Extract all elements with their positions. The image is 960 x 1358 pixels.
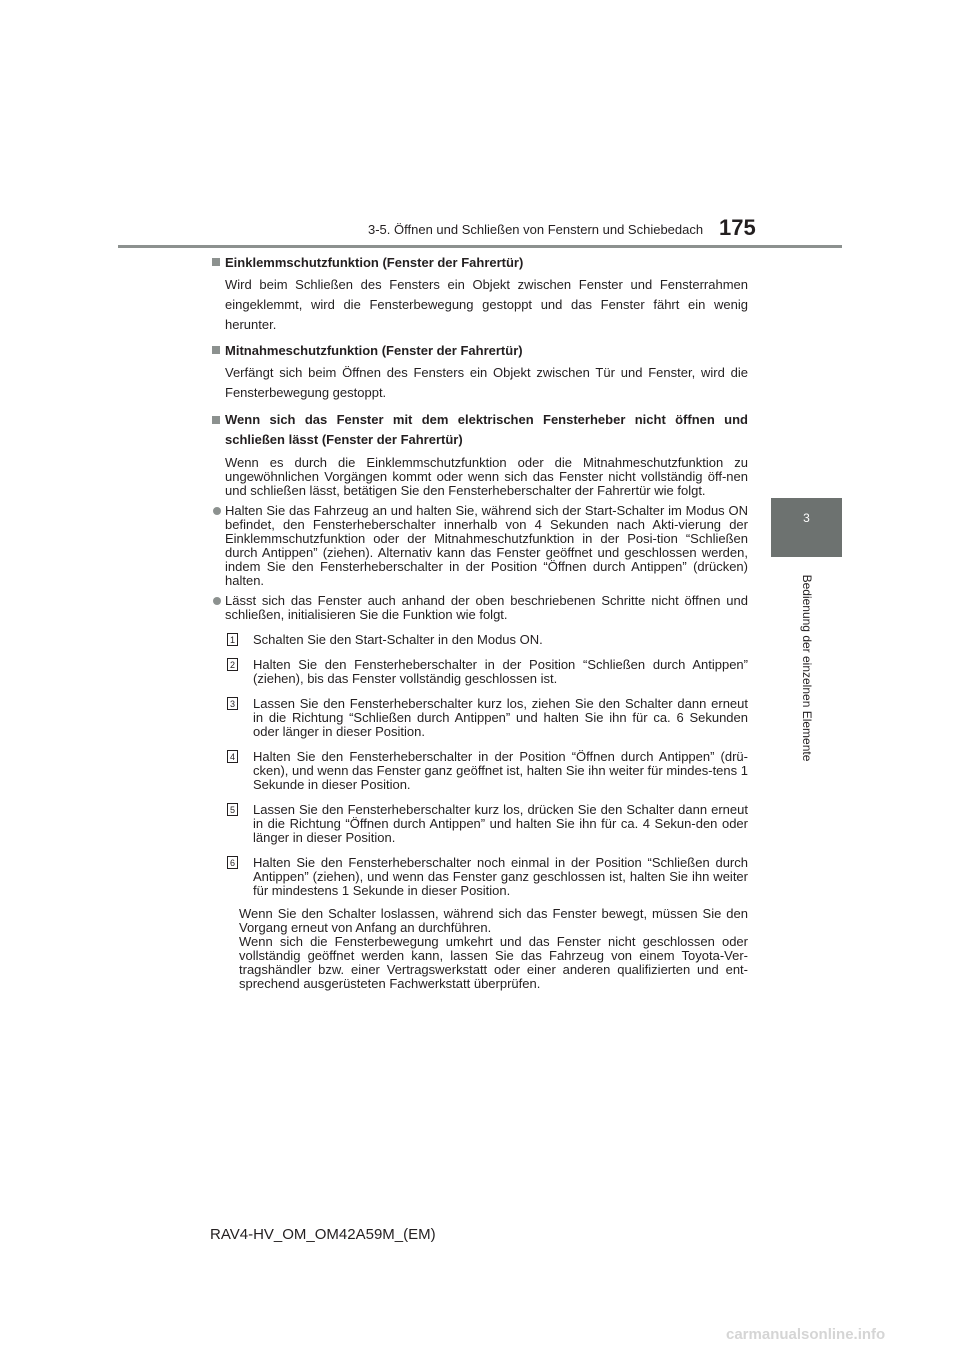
step-number-badge: 3 (227, 697, 238, 710)
step-number-badge: 5 (227, 803, 238, 816)
step-text: Halten Sie den Fensterheberschalter in der Position “Öffnen durch Antippen” (drü-cken), und wenn das Fenster ganz geöffnet ist, halten Sie ihn weiter für mindes-tens 1 Sekunde in dieser Position. (253, 749, 748, 792)
list-item (211, 504, 748, 588)
step-text: Lassen Sie den Fensterheberschalter kurz los, drücken Sie den Schalter dann erneut in die Richtung “Öffnen durch Antippen” und halten Sie ihn für ca. 4 Sekun-den oder länger in dieser Position. (253, 802, 748, 845)
section-mitnahmeschutz (211, 342, 748, 403)
list-item-text: Lässt sich das Fenster auch anhand der oben beschriebenen Schritte nicht öffnen und schließen, initialisieren Sie die Funktion wie folgt. (225, 593, 748, 622)
section-heading-text: Mitnahmeschutzfunktion (Fenster der Fahrertür) (225, 343, 523, 358)
list-item (211, 594, 748, 622)
step-text: Schalten Sie den Start-Schalter in den Modus ON. (253, 632, 543, 647)
list-item-text: Halten Sie das Fahrzeug an und halten Sie, während sich der Start-Schalter im Modus ON befindet, den Fensterheberschalter innerhalb von 4 Sekunden nach Akti-vierung der Einklemmschutzfunktion oder der Mitnahmeschutzfunktion in der Posi-tion “Schließen durch Antippen” (ziehen). Alternativ kann das Fenster geöffnet und geschlossen werden, indem Sie den Fensterheberschalter in der Position “Öffnen durch Antippen” (drücken) halten. (225, 503, 748, 588)
page-content (211, 254, 748, 998)
side-tab-label (771, 558, 842, 778)
step-item (211, 750, 748, 792)
section-text: Wird beim Schließen des Fensters ein Objekt zwischen Fenster und Fensterrahmen eingeklemmt, wird die Fensterbewegung gestoppt und das Fenster fährt ein wenig herunter. (225, 277, 748, 332)
side-tab-number: 3 (771, 498, 842, 557)
square-bullet-icon (212, 416, 220, 424)
section-text: Wenn es durch die Einklemmschutzfunktion oder die Mitnahmeschutzfunktion zu ungewöhnlichen Vorgängen kommt oder wenn sich das Fenster nicht vollständig öff-nen und schließen lässt, betätigen Sie den Fensterheberschalter der Fahrertür wie folgt. (225, 455, 748, 498)
step-number-badge: 1 (227, 633, 238, 646)
section-text: Verfängt sich beim Öffnen des Fensters ein Objekt zwischen Tür und Fenster, wird die Fensterbewegung gestoppt. (225, 365, 748, 400)
section-heading (211, 342, 748, 359)
step-item (211, 633, 748, 647)
side-tab-label-text: Bedienung der einzelnen Elemente (799, 574, 814, 762)
step-item (211, 658, 748, 686)
step-number-badge: 2 (227, 658, 238, 671)
step-item (211, 856, 748, 898)
step-item (211, 803, 748, 845)
circle-bullet-icon (213, 597, 221, 605)
section-heading (211, 410, 748, 450)
header-rule (118, 245, 842, 248)
closing-note (211, 907, 748, 991)
step-number-badge: 4 (227, 750, 238, 763)
step-text: Halten Sie den Fensterheberschalter in der Position “Schließen durch Antippen” (ziehen), bis das Fenster vollständig geschlossen ist. (253, 657, 748, 686)
square-bullet-icon (212, 346, 220, 354)
step-text: Lassen Sie den Fensterheberschalter kurz los, ziehen Sie den Schalter dann erneut in die Richtung “Schließen durch Antippen” und halten Sie ihn für ca. 6 Sekunden oder länger in dieser Position. (253, 696, 748, 739)
square-bullet-icon (212, 258, 220, 266)
page-number: 175 (719, 215, 756, 240)
step-text: Halten Sie den Fensterheberschalter noch einmal in der Position “Schließen durch Antippen” (ziehen), und wenn das Fenster ganz geschlossen ist, halten Sie ihn weiter für mindestens 1 Sekunde in dieser Position. (253, 855, 748, 898)
closing-note-text: Wenn sich die Fensterbewegung umkehrt und das Fenster nicht geschlossen oder vollständig geöffnet werden kann, lassen Sie das Fahrzeug von einem Toyota-Ver-tragshändler bzw. einer Vertragswerkstatt oder einer anderen qualifizierten und ent-sprechend ausgerüsteten Fachwerkstatt überprüfen. (239, 934, 748, 991)
section-initialisierung (211, 410, 748, 991)
section-heading (211, 254, 748, 271)
footer-document-code: RAV4-HV_OM_OM42A59M_(EM) (210, 1226, 436, 1243)
watermark: carmanualsonline.info (726, 1326, 886, 1343)
circle-bullet-icon (213, 507, 221, 515)
header-title: 3-5. Öffnen und Schließen von Fenstern und Schiebedach (368, 222, 704, 237)
section-einklemmschutz (211, 254, 748, 335)
closing-note-text: Wenn Sie den Schalter loslassen, während sich das Fenster bewegt, müssen Sie den Vorgang erneut von Anfang an durchführen. (239, 906, 748, 935)
step-number-badge: 6 (227, 856, 238, 869)
section-heading-text: Wenn sich das Fenster mit dem elektrischen Fensterheber nicht öffnen und schließen lässt (Fenster der Fahrertür) (225, 412, 748, 447)
section-heading-text: Einklemmschutzfunktion (Fenster der Fahrertür) (225, 255, 524, 270)
step-item (211, 697, 748, 739)
